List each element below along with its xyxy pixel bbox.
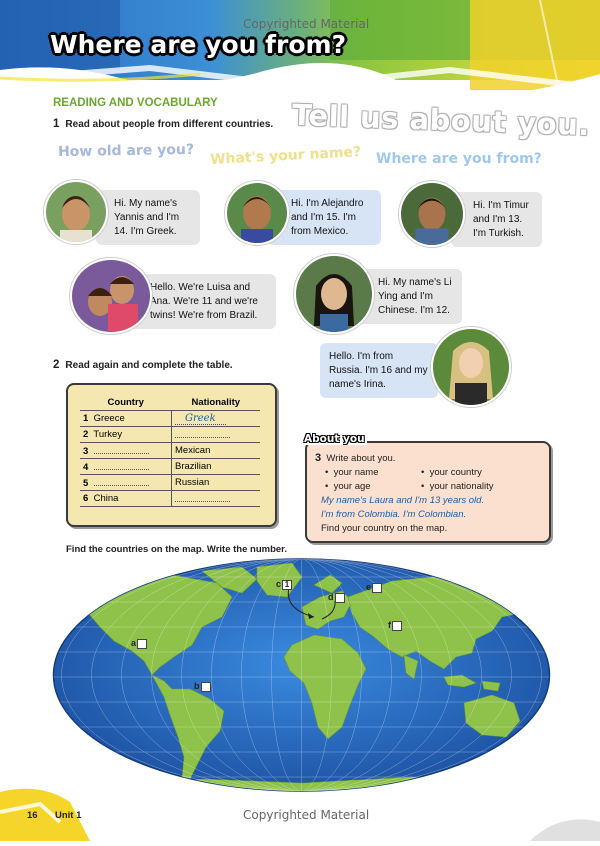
about-you-label: About you [304, 433, 365, 445]
watermark-top: Copyrighted Material [243, 17, 370, 31]
table-row [80, 427, 260, 443]
photo-li-ying [294, 254, 374, 334]
bubble-alejandro: Hi. I'm Alejandro and I'm 15. I'm from Mexico. [267, 190, 381, 245]
watermark-bottom: Copyrighted Material [243, 808, 370, 822]
country-cell [80, 427, 172, 443]
country-value: Greece [93, 413, 125, 424]
row-number: 6 [83, 493, 89, 504]
bullet-item: • your nationality [421, 481, 494, 492]
row-number: 1 [83, 413, 89, 424]
marker-letter: c [276, 579, 282, 589]
marker-letter: f [388, 620, 391, 630]
country-cell[interactable] [80, 443, 172, 459]
exercise-1-instruction [53, 118, 273, 130]
nationality-cell: Brazilian [172, 459, 261, 475]
table-row [80, 475, 260, 491]
bullet-text: your nationality [429, 481, 494, 492]
marker-answer-box[interactable] [335, 593, 345, 603]
bullet-row [315, 466, 543, 480]
map-marker-c[interactable] [276, 579, 292, 590]
answer-blank[interactable] [175, 493, 230, 502]
table-row [80, 411, 260, 427]
marker-answer-box[interactable] [372, 583, 382, 593]
marker-answer-box[interactable] [201, 682, 211, 692]
row-number: 3 [83, 445, 89, 457]
nationality-table-panel [66, 383, 277, 527]
answer-blank[interactable] [94, 445, 149, 454]
question-how-old: How old are you? [57, 141, 195, 161]
instruction-text: Read again and complete the table. [65, 360, 233, 371]
nationality-cell[interactable] [172, 427, 261, 443]
answer-blank[interactable] [94, 461, 149, 470]
instruction-text: Write about you. [326, 453, 396, 464]
map-marker-a[interactable] [131, 638, 147, 649]
bubble-yannis: Hi. My name's Yannis and I'm 14. I'm Greek. [96, 190, 200, 245]
nationality-cell: Russian [172, 475, 261, 491]
section-heading: READING AND VOCABULARY [53, 97, 218, 109]
page-number: 16 [27, 810, 38, 821]
map-marker-f[interactable] [388, 620, 402, 631]
country-cell [80, 411, 172, 427]
instruction-text: Read about people from different countries. [65, 119, 274, 130]
nationality-cell[interactable] [172, 411, 261, 427]
bullet-text: your country [429, 467, 482, 478]
country-cell [80, 491, 172, 507]
map-instruction: Find the countries on the map. Write the number. [66, 544, 287, 555]
header-nationality: Nationality [172, 395, 261, 411]
nationality-cell[interactable] [172, 491, 261, 507]
exercise-number: 2 [53, 359, 60, 371]
world-map-graphic [52, 557, 551, 793]
about-you-panel [305, 441, 551, 543]
table-header-row [80, 395, 260, 411]
map-marker-d[interactable] [328, 592, 345, 603]
marker-letter: b [194, 681, 200, 691]
question-where-from: Where are you from? [376, 151, 542, 167]
world-map [52, 557, 551, 793]
photo-irina [431, 327, 511, 407]
table-row [80, 459, 260, 475]
about-you-content [315, 451, 543, 536]
page-title: Where are you from? [50, 30, 347, 59]
question-name: What's your name? [209, 144, 362, 168]
table-row [80, 491, 260, 507]
example-line-1: My name's Laura and I'm 13 years old. [321, 495, 485, 506]
exercise-number: 3 [315, 452, 322, 464]
marker-answer-box[interactable]: 1 [282, 580, 292, 590]
map-marker-b[interactable] [194, 681, 211, 692]
bullet-text: your age [333, 481, 371, 492]
row-number: 2 [83, 429, 89, 440]
bullet-item: • your name [325, 467, 379, 478]
answer-blank[interactable] [175, 429, 230, 438]
map-marker-e[interactable] [366, 582, 382, 593]
marker-letter: a [131, 638, 137, 648]
header-country: Country [80, 395, 172, 411]
row-number: 5 [83, 477, 89, 489]
table-row [80, 443, 260, 459]
nationality-cell: Mexican [172, 443, 261, 459]
country-value: China [93, 493, 119, 504]
photo-yannis [44, 180, 108, 244]
bullet-item: • your age [325, 481, 371, 492]
example-line-2: I'm from Colombia. I'm Colombian. [321, 509, 467, 520]
bubble-luisa-ana: Hello. We're Luisa and Ana. We're 11 and we're twins! We're from Brazil. [126, 274, 276, 329]
exercise-number: 1 [53, 118, 60, 130]
exercise-2-instruction [53, 359, 233, 371]
bubble-li-ying: Hi. My name's Li Ying and I'm Chinese. I'm 12. [354, 269, 462, 324]
marker-letter: d [328, 592, 334, 602]
headline: Tell us about you. [291, 97, 591, 143]
row-number: 4 [83, 461, 89, 473]
nationality-table [80, 395, 260, 507]
bullet-text: your name [333, 467, 379, 478]
marker-letter: e [366, 582, 372, 592]
photo-alejandro [225, 181, 289, 245]
nationality-answer: Greek [175, 413, 226, 425]
country-value: Turkey [93, 429, 123, 440]
final-instruction: Find your country on the map. [321, 523, 448, 534]
photo-timur [399, 181, 465, 247]
marker-answer-box[interactable] [392, 621, 402, 631]
bullet-item: • your country [421, 467, 482, 478]
unit-label: Unit 1 [55, 810, 82, 821]
country-cell[interactable] [80, 459, 172, 475]
country-cell[interactable] [80, 475, 172, 491]
bubble-irina: Hello. I'm from Russia. I'm 16 and my name's Irina. [320, 343, 438, 398]
bullet-row [315, 480, 543, 494]
answer-blank[interactable] [94, 477, 149, 486]
photo-luisa-ana [70, 258, 152, 334]
about-instruction [315, 451, 543, 466]
bubble-timur: Hi. I'm Timur and I'm 13. I'm Turkish. [451, 192, 542, 247]
marker-answer-box[interactable] [137, 639, 147, 649]
